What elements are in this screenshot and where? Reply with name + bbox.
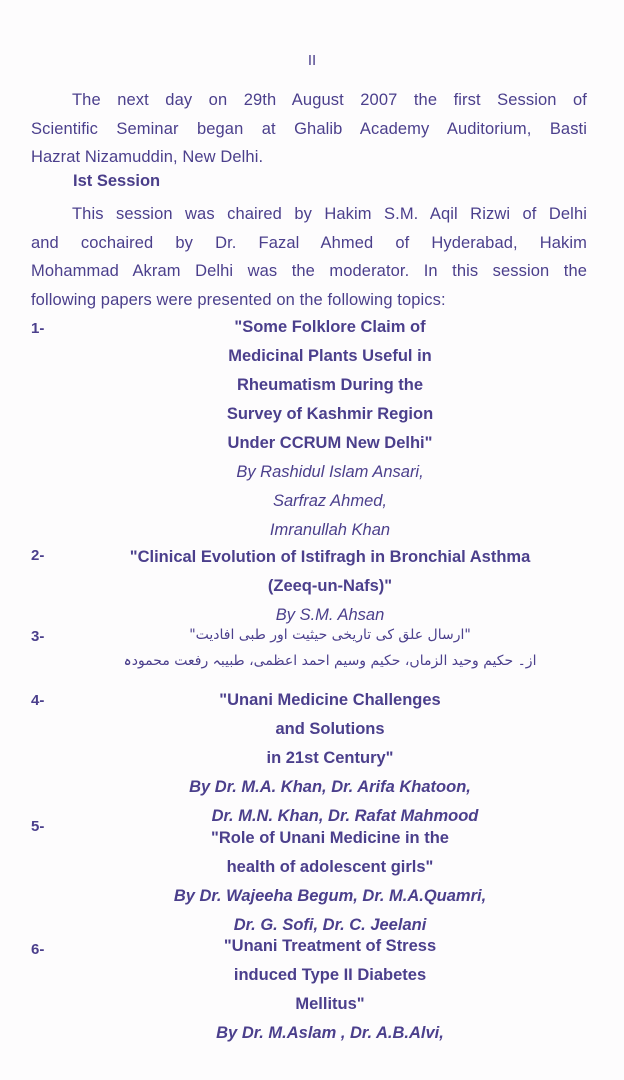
paper-title-line: in 21st Century"	[266, 749, 394, 767]
paper-number: 1-	[31, 320, 45, 337]
paper-title-line: Medicinal Plants Useful in	[228, 347, 432, 365]
intro-line: Hazrat Nizamuddin, New Delhi.	[31, 148, 264, 166]
paper-author-line: By Dr. M.Aslam , Dr. A.B.Alvi,	[216, 1024, 444, 1042]
paper-title-line: "Unani Treatment of Stress	[223, 937, 437, 955]
paper-title-line: "Some Folklore Claim of	[234, 318, 426, 336]
paper-entry	[100, 686, 560, 831]
paper-author-line: Dr. G. Sofi, Dr. C. Jeelani	[233, 916, 427, 934]
paper-entry	[62, 543, 598, 630]
paper-title-line: Under CCRUM New Delhi"	[227, 434, 433, 452]
session-heading: Ist Session	[73, 172, 161, 190]
intro-paragraph	[31, 86, 587, 172]
paper-entry-urdu	[100, 622, 560, 674]
paper-title-line: "Role of Unani Medicine in the	[211, 829, 449, 847]
paper-title-line: and Solutions	[275, 720, 385, 738]
paper-title-line: Mellitus"	[295, 995, 365, 1013]
session-paragraph	[31, 200, 587, 314]
paper-number: 5-	[31, 818, 45, 835]
paper-number: 2-	[31, 547, 45, 564]
paper-title-line: "Unani Medicine Challenges	[219, 691, 441, 709]
intro-line: Scientific Seminar began at Ghalib Academy Auditorium, Basti	[31, 119, 587, 138]
urdu-author-line: از۔ حکیم وحید الزماں، حکیم وسیم احمد اعظمی، طبیبہ رفعت محمودہ	[123, 653, 537, 669]
page-number: II	[307, 52, 317, 69]
paper-entry	[100, 313, 560, 545]
paper-author-line: Sarfraz Ahmed,	[272, 492, 388, 510]
urdu-title-line: "ارسال علق کی تاریخی حیثیت اور طبی افادیت"	[189, 627, 471, 643]
paper-author-line: By Dr. Wajeeha Begum, Dr. M.A.Quamri,	[173, 887, 487, 905]
paper-title-line: Survey of Kashmir Region	[226, 405, 434, 423]
paper-author-line: By Dr. M.A. Khan, Dr. Arifa Khatoon,	[189, 778, 471, 796]
paper-number: 6-	[31, 941, 45, 958]
paper-author-line: By S.M. Ahsan	[275, 606, 385, 624]
paper-title-line: (Zeeq-un-Nafs)"	[267, 577, 393, 595]
paper-author-line: Dr. M.N. Khan, Dr. Rafat Mahmood	[211, 807, 479, 825]
paper-number: 4-	[31, 692, 45, 709]
session-line: This session was chaired by Hakim S.M. Aqil Rizwi of Delhi	[72, 205, 587, 223]
paper-entry	[100, 824, 560, 940]
intro-line: The next day on 29th August 2007 the first Session of	[72, 91, 587, 109]
paper-entry	[100, 932, 560, 1048]
paper-author-line: By Rashidul Islam Ansari,	[236, 463, 424, 481]
paper-title-line: induced Type II Diabetes	[233, 966, 427, 984]
session-line: Mohammad Akram Delhi was the moderator. In this session the	[31, 262, 587, 280]
paper-title-line: health of adolescent girls"	[226, 858, 434, 876]
paper-title-line: Rheumatism During the	[236, 376, 424, 394]
session-line: and cochaired by Dr. Fazal Ahmed of Hyderabad, Hakim	[31, 233, 587, 252]
session-line: following papers were presented on the following topics:	[31, 290, 446, 309]
paper-title-line: "Clinical Evolution of Istifragh in Bronchial Asthma	[129, 548, 531, 566]
paper-author-line: Imranullah Khan	[269, 521, 391, 539]
paper-number: 3-	[31, 628, 45, 645]
